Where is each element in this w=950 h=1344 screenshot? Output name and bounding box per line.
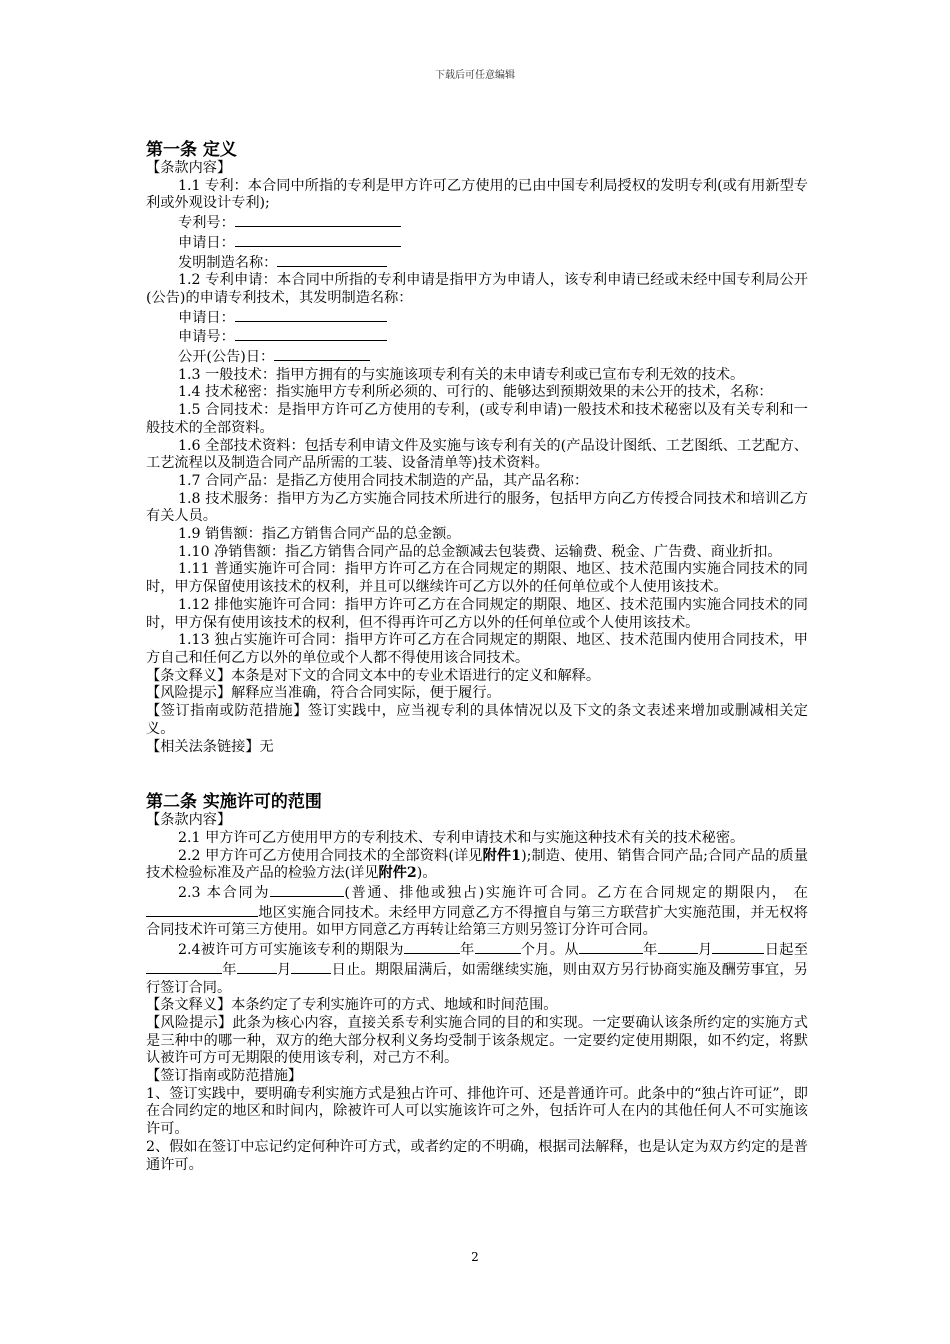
blank-line: [235, 213, 401, 227]
clause-1-10: 1.10 净销售额：指乙方销售合同产品的总金额减去包装费、运输费、税金、广告费、商业折扣。: [178, 543, 782, 560]
clause-1-3: 1.3 一般技术：指甲方拥有的与实施该项专利有关的未申请专利或已宣布专利无效的技术。: [178, 366, 745, 383]
field-apply-date: 申请日：: [146, 233, 808, 253]
clause-1-12: 1.12 排他实施许可合同：指甲方许可乙方在合同规定的期限、地区、技术范围内实施合同技术的同时，甲方保有使用该技术的权利，但不得再许可乙方以外的任何单位或个人使用该技术。: [146, 596, 808, 631]
clause-2-1: 2.1 甲方许可乙方使用甲方的专利技术、专利申请技术和与实施这种技术有关的技术秘密。: [178, 829, 745, 846]
clause-2-3: 2.3 本合同为 (普通、排他或独占)实施许可合同。乙方在合同规定的期限内， 在地区实施合同技术。未经甲方同意乙方不得擅自与第三方联营扩大实施范围，并无权将合同技术许可第三方使用。如甲方同意乙方再转让给第三方则另签订分许可合同。: [146, 885, 808, 939]
field-patent-number: 专利号：: [146, 213, 808, 233]
blank-line: [712, 940, 764, 954]
blank-line: [235, 327, 387, 341]
blank-line: [291, 960, 331, 974]
clause-1-6: 1.6 全部技术资料：包括专利申请文件及实施与该专利有关的(产品设计图纸、工艺图纸、工艺配方、工艺流程以及制造合同产品所需的工装、设备清单等)技术资料。: [146, 437, 808, 472]
article-2-title: 第二条 实施许可的范围: [146, 792, 322, 813]
risk-notice: 【风险提示】解释应当准确，符合合同实际，便于履行。: [146, 685, 501, 702]
clause-1-1: 1.1 专利：本合同中所指的专利是甲方许可乙方使用的已由中国专利局授权的发明专利(或有用新型专利或外观设计专利);: [146, 177, 808, 212]
clause-2-4: 2.4被许可方可实施该专利的期限为 年 个月。从 年 月 日起至年 月 日止。期限届满后，如需继续实施，则由双方另行协商实施及酬劳事宜，另行签订合同。: [146, 942, 808, 996]
clause-1-13: 1.13 独占实施许可合同：指甲方许可乙方在合同规定的期限、地区、技术范围内使用合同技术，甲方自己和任何乙方以外的单位或个人都不得使用该合同技术。: [146, 632, 808, 666]
attachment-1-ref: 附件1: [482, 847, 522, 864]
article-1-title: 第一条 定义: [146, 140, 237, 160]
blank-line: [270, 883, 344, 897]
field-invention-name: 发明制造名称：: [146, 253, 808, 273]
blank-line: [404, 940, 460, 954]
clause-content-tag: 【条款内容】: [146, 160, 232, 176]
clause-1-7: 1.7 合同产品：是指乙方使用合同技术制造的产品，其产品名称：: [178, 472, 589, 489]
blank-line: [475, 940, 521, 954]
document-body: [146, 140, 808, 1174]
field-apply-date-2: 申请日：: [146, 308, 808, 328]
field-publish-date: 公开(公告)日：: [146, 347, 808, 367]
page-header: 下载后可任意编辑: [435, 70, 515, 81]
clause-1-9: 1.9 销售额：指乙方销售合同产品的总金额。: [178, 526, 461, 543]
related-law-link: 【相关法条链接】无: [146, 738, 274, 755]
clause-content-tag: 【条款内容】: [146, 812, 232, 829]
blank-line: [579, 940, 643, 954]
blank-line: [274, 347, 370, 361]
blank-line: [146, 960, 222, 974]
guide-item-1: 1、签订实践中，要明确专利实施方式是独占许可、排他许可、还是普通许可。此条中的“独占许可证”，即在合同约定的地区和时间内，除被许可人可以实施该许可之外，包括许可人在内的其他任何人不可实施该许可。: [146, 1085, 808, 1138]
clause-1-8: 1.8 技术服务：指甲方为乙方实施合同技术所进行的服务，包括甲方向乙方传授合同技术和培训乙方有关人员。: [146, 490, 808, 525]
signing-guide-tag: 【签订指南或防范措施】: [146, 1068, 303, 1085]
blank-line: [658, 940, 698, 954]
signing-guide: 【签订指南或防范措施】签订实践中，应当视专利的具体情况以及下文的条文表述来增加或删减相关定义。: [146, 703, 808, 737]
risk-notice: 【风险提示】此条为核心内容，直接关系专利实施合同的目的和实现。一定要确认该条所约定的实施方式是三种中的哪一种，双方的绝大部分权利义务均受制于该条规定。一定要约定使用期限，如不约定，将默认被许可方可无期限的使用该专利，对己方不利。: [146, 1014, 808, 1067]
clause-1-5: 1.5 合同技术：是指甲方许可乙方使用的专利，(或专利申请)一般技术和技术秘密以及有关专利和一般技术的全部资料。: [146, 402, 808, 436]
article-explanation: 【条文释义】本条是对下文的合同文本中的专业术语进行的定义和解释。: [146, 667, 601, 684]
field-apply-number: 申请号：: [146, 327, 808, 347]
guide-item-2: 2、假如在签订中忘记约定何种许可方式，或者约定的不明确，根据司法解释，也是认定为双方约定的是普通许可。: [146, 1138, 808, 1173]
blank-line: [235, 233, 401, 247]
section-spacer: [146, 756, 808, 792]
clause-1-2: 1.2 专利申请：本合同中所指的专利申请是指甲方为申请人，该专利申请已经或未经中国专利局公开(公告)的申请专利技术，其发明制造名称：: [146, 272, 808, 306]
blank-line: [235, 308, 387, 322]
article-explanation: 【条文释义】本条约定了专利实施许可的方式、地域和时间范围。: [146, 997, 558, 1014]
blank-line: [277, 253, 387, 267]
blank-line: [146, 903, 258, 917]
clause-1-4: 1.4 技术秘密：指实施甲方专利所必须的、可行的、能够达到预期效果的未公开的技术，名称：: [178, 384, 773, 401]
blank-line: [237, 960, 277, 974]
attachment-2-ref: 附件2: [378, 865, 417, 882]
clause-1-11: 1.11 普通实施许可合同：指甲方许可乙方在合同规定的期限、地区、技术范围内实施合同技术的同时，甲方保留使用该技术的权利，并且可以继续许可乙方以外的任何单位或个人使用该技术。: [146, 561, 808, 596]
page-number: 2: [471, 1250, 479, 1264]
clause-2-2: 2.2 甲方许可乙方使用合同技术的全部资料(详见附件1);制造、使用、销售合同产品;合同产品的质量技术检验标准及产品的检验方法(详见附件2)。: [146, 847, 809, 882]
